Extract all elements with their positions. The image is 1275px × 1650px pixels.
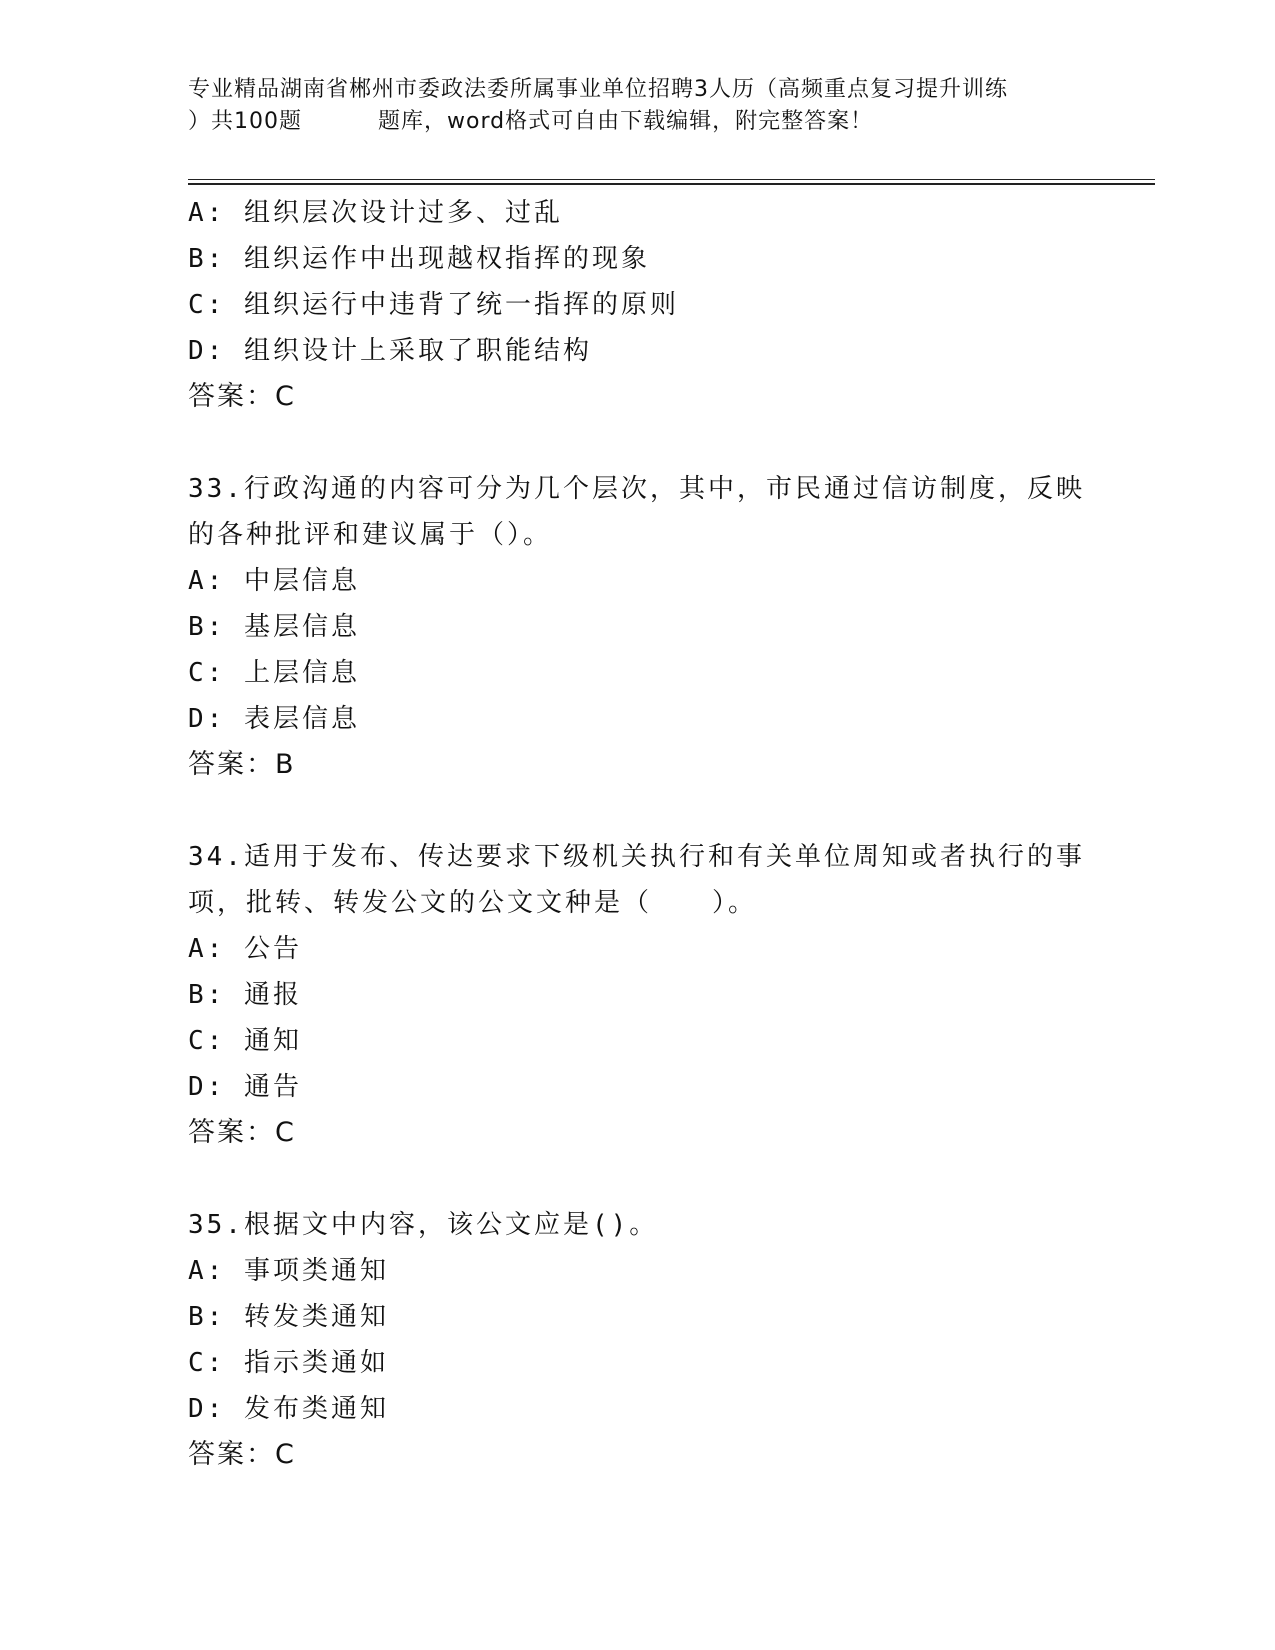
answer: 答案：C bbox=[188, 1439, 296, 1470]
question-32-continuation bbox=[188, 190, 1088, 420]
answer: 答案：C bbox=[188, 381, 296, 412]
header-divider-thick bbox=[188, 183, 1155, 185]
header-line-2-end: 题库，word格式可自由下载编辑，附完整答案！ bbox=[378, 109, 874, 134]
question-text-line-2 bbox=[188, 880, 1078, 926]
option-c: C: 通知 bbox=[188, 1026, 302, 1056]
option-a: A: 公告 bbox=[188, 934, 302, 964]
question-text-line-2-start: 项，批转、转发公文的公文文种是（ bbox=[188, 888, 653, 918]
option-b: B: 转发类通知 bbox=[188, 1302, 389, 1332]
question-text-line-2: 的各种批评和建议属于（）。 bbox=[188, 520, 553, 550]
question-34 bbox=[188, 834, 1088, 1156]
page-header bbox=[188, 74, 1088, 138]
option-d: D: 通告 bbox=[188, 1072, 302, 1102]
option-a: A: 中层信息 bbox=[188, 566, 360, 596]
question-text bbox=[188, 466, 1085, 558]
question-35 bbox=[188, 1202, 1088, 1478]
option-b: B: 组织运作中出现越权指挥的现象 bbox=[188, 244, 650, 274]
question-content bbox=[188, 190, 1088, 1478]
answer: 答案：C bbox=[188, 1117, 296, 1148]
option-d: D: 表层信息 bbox=[188, 704, 360, 734]
answer: 答案：B bbox=[188, 749, 296, 780]
option-b: B: 通报 bbox=[188, 980, 302, 1010]
header-divider-thin bbox=[188, 179, 1155, 180]
option-b: B: 基层信息 bbox=[188, 612, 360, 642]
question-33 bbox=[188, 466, 1088, 788]
question-text bbox=[188, 834, 1085, 926]
header-line-2 bbox=[188, 106, 1088, 138]
option-d: D: 组织设计上采取了职能结构 bbox=[188, 336, 592, 366]
option-d: D: 发布类通知 bbox=[188, 1394, 389, 1424]
question-text-line-1: 35.根据文中内容，该公文应是()。 bbox=[188, 1210, 659, 1240]
header-line-1: 专业精品湖南省郴州市委政法委所属事业单位招聘3人历（高频重点复习提升训练 bbox=[188, 77, 1008, 102]
option-c: C: 组织运行中违背了统一指挥的原则 bbox=[188, 290, 679, 320]
question-text bbox=[188, 1202, 1078, 1248]
option-a: A: 事项类通知 bbox=[188, 1256, 389, 1286]
option-a: A: 组织层次设计过多、过乱 bbox=[188, 198, 563, 228]
header-line-2-start: ）共100题 bbox=[188, 109, 302, 134]
option-c: C: 指示类通如 bbox=[188, 1348, 389, 1378]
option-c: C: 上层信息 bbox=[188, 658, 360, 688]
question-text-line-2-end: ）。 bbox=[712, 888, 758, 918]
question-text-line-1: 34.适用于发布、传达要求下级机关执行和有关单位周知或者执行的事 bbox=[188, 842, 1085, 872]
question-text-line-1: 33.行政沟通的内容可分为几个层次，其中，市民通过信访制度，反映 bbox=[188, 474, 1085, 504]
